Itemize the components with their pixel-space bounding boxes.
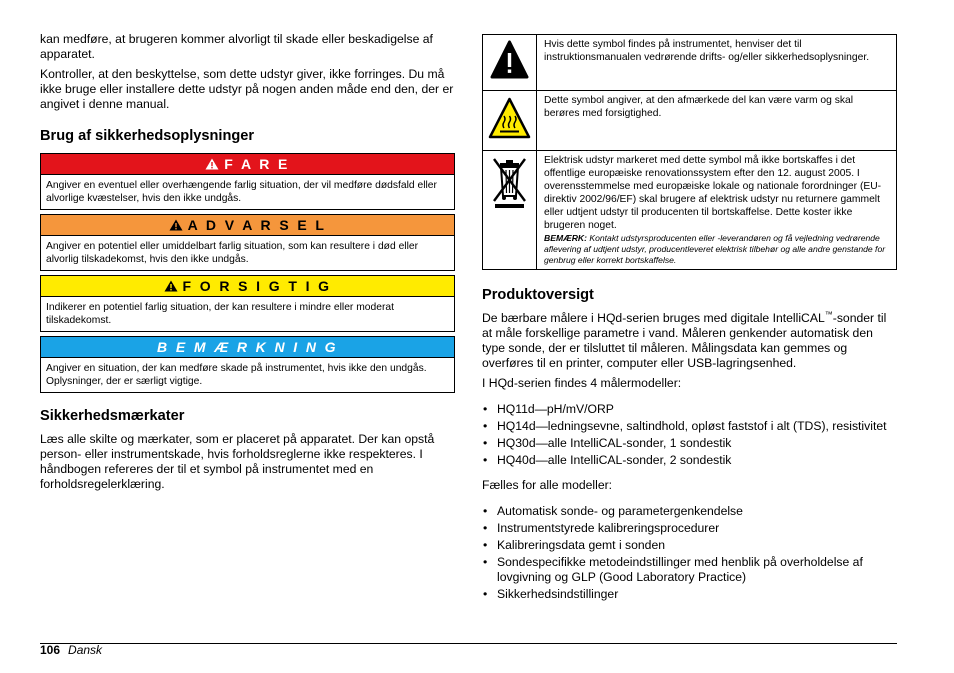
overview-paragraph-2: I HQd-serien findes 4 målermodeller: xyxy=(482,376,682,390)
trademark-symbol: ™ xyxy=(824,309,833,319)
weee-note xyxy=(544,233,891,266)
symbol-description: Hvis dette symbol findes på instrumentet, henviser det til instruktionsmanualen vedrørende drifts- og/eller sikkerhedsoplysninger. xyxy=(537,35,897,91)
list-item: • HQ30d—alle IntelliCAL-sonder, 1 sondestik xyxy=(482,436,897,451)
symbol-cell xyxy=(483,151,537,270)
hazard-bar-caution xyxy=(41,276,454,297)
symbol-row xyxy=(483,35,897,91)
hazard-label-danger: F A R E xyxy=(224,156,290,172)
note-label: BEMÆRK: xyxy=(544,233,587,243)
hazard-text-danger: Angiver en eventuel eller overhængende farlig situation, der vil medføre dødsfald eller alvorlige kvæstelser, hvis den ikke undgås. xyxy=(46,180,437,204)
hazard-bar-danger xyxy=(41,154,454,175)
feature-list xyxy=(482,504,897,602)
symbol-cell xyxy=(483,35,537,91)
warning-triangle-icon xyxy=(169,219,183,231)
list-item: • HQ40d—alle IntelliCAL-sonder, 2 sondestik xyxy=(482,453,897,468)
hazard-box-notice xyxy=(40,336,455,393)
right-column xyxy=(482,34,897,602)
symbol-cell xyxy=(483,91,537,151)
symbol-description xyxy=(537,151,897,270)
warning-triangle-icon xyxy=(205,158,219,170)
overview-text-b: -sonder til at måle forskellige parametre i vand. Måleren genkender automatisk den type sonde, der er tilsluttet til måleren. Målingsdata kan gemmes og overføres til en printer, computer eller USB-lagringsenhed. xyxy=(482,311,887,370)
overview-paragraph-1 xyxy=(482,311,897,371)
safety-labels-paragraph: Læs alle skilte og mærkater, som er placeret på apparatet. Der kan opstå person- eller instrumentskade, hvis forholdsreglerne ikke respekteres. I håndbogen refereres der til et symbol på instrumentet med en forholdsregelerklæring. xyxy=(40,432,435,491)
hazard-label-warning: A D V A R S E L xyxy=(187,217,327,233)
list-item: • Kalibreringsdata gemt i sonden xyxy=(482,538,897,553)
intro-paragraph-1: kan medføre, at brugeren kommer alvorligt til skade eller beskadigelse af apparatet. xyxy=(40,32,433,61)
left-column xyxy=(40,32,455,492)
list-item: • Instrumentstyrede kalibreringsprocedurer xyxy=(482,521,897,536)
page-footer xyxy=(40,643,102,657)
symbol-row xyxy=(483,91,897,151)
hot-surface-icon xyxy=(483,91,536,146)
crossed-bin-icon xyxy=(483,151,536,213)
symbol-row xyxy=(483,151,897,270)
hazard-text-warning: Angiver en potentiel eller umiddelbart farlig situation, som kan resultere i død eller alvorlig tilskadekomst, hvis den ikke undgås. xyxy=(46,241,419,265)
hazard-text-caution: Indikerer en potentiel farlig situation, der kan resultere i mindre eller moderat tilskadekomst. xyxy=(46,302,394,326)
overview-paragraph-3: Fælles for alle modeller: xyxy=(482,478,613,492)
page-number: 106 xyxy=(40,643,61,657)
section-title-product-overview: Produktoversigt xyxy=(482,287,594,303)
list-item: • Automatisk sonde- og parametergenkendelse xyxy=(482,504,897,519)
symbol-description: Dette symbol angiver, at den afmærkede del kan være varm og skal berøres med forsigtighed. xyxy=(537,91,897,151)
hazard-label-notice: B E M Æ R K N I N G xyxy=(157,339,338,355)
hazard-bar-warning xyxy=(41,215,454,236)
section-title-safety-labels: Sikkerhedsmærkater xyxy=(40,408,185,424)
footer-language: Dansk xyxy=(68,643,103,657)
hazard-box-danger xyxy=(40,153,455,210)
hazard-box-warning xyxy=(40,214,455,271)
list-item: • HQ11d—pH/mV/ORP xyxy=(482,402,897,417)
list-item: • Sondespecifikke metodeindstillinger med henblik på overholdelse af lovgivning og GLP (Good Laboratory Practice) xyxy=(482,555,897,585)
weee-text: Elektrisk udstyr markeret med dette symbol må ikke bortskaffes i det offentlige europæiske renovationssystem efter den 12. august 2005. I overensstemmelse med europæiske lokale og nationale forordninger (EU-direktiv 2002/96/EF) skal brugere af elektrisk udstyr nu returnere gammelt eller udtjent udstyr til producenten til bortskaffelse. Dette koster ikke brugeren noget. xyxy=(544,155,882,231)
overview-text-a: De bærbare målere i HQd-serien bruges med digitale IntelliCAL xyxy=(482,311,825,325)
section-title-safety-info: Brug af sikkerhedsoplysninger xyxy=(40,128,255,144)
hazard-text-notice: Angiver en situation, der kan medføre skade på instrumentet, hvis ikke den undgås. Oplysninger, der er særligt vigtige. xyxy=(46,363,427,387)
hazard-box-caution xyxy=(40,275,455,332)
note-text: Kontakt udstyrsproducenten eller -leverandøren og få vejledning vedrørende aflevering af udtjent udstyr, producentleveret elektrisk tilbehør og alle andre genstande for genbrug eller korrekt bortskaffelse. xyxy=(544,233,886,265)
symbol-table xyxy=(482,34,897,270)
footer-rule xyxy=(40,643,897,644)
model-list xyxy=(482,402,897,468)
intro-paragraph-2: Kontroller, at den beskyttelse, som dette udstyr giver, ikke forringes. Du må ikke bruge eller installere dette udstyr på nogen anden måde end den, der er angivet i denne manual. xyxy=(40,67,454,111)
warning-triangle-icon xyxy=(164,280,178,292)
list-item: • HQ14d—ledningsevne, saltindhold, opløst faststof i alt (TDS), resistivitet xyxy=(482,419,897,434)
warning-triangle-icon xyxy=(483,35,536,86)
hazard-bar-notice xyxy=(41,337,454,358)
list-item: • Sikkerhedsindstillinger xyxy=(482,587,897,602)
hazard-label-caution: F O R S I G T I G xyxy=(182,278,332,294)
